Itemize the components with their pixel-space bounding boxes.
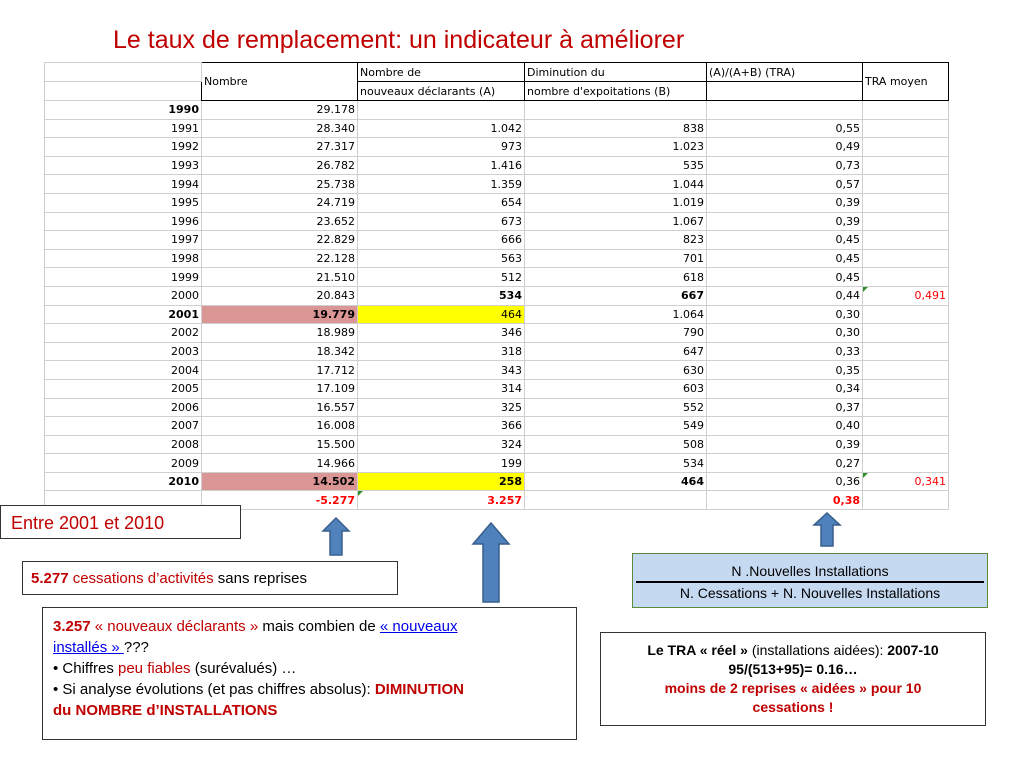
tra-reel-red-2: cessations ! bbox=[752, 699, 834, 715]
table-row bbox=[45, 324, 949, 343]
cell-diminution: 790 bbox=[525, 324, 707, 343]
arrow-up-icon bbox=[321, 517, 351, 557]
cell-diminution: 1.019 bbox=[525, 193, 707, 212]
cell-nouveaux: 325 bbox=[358, 398, 525, 417]
total-diminution bbox=[525, 491, 707, 510]
cell-nombre: 28.340 bbox=[202, 119, 358, 138]
cell-nouveaux: 366 bbox=[358, 417, 525, 436]
cell-tra-moyen bbox=[863, 268, 949, 287]
tra-reel-bold-2: 2007-10 bbox=[887, 642, 939, 658]
cell-tra-moyen bbox=[863, 342, 949, 361]
header-tra: (A)/(A+B) (TRA) bbox=[707, 63, 863, 82]
cell-nouveaux: 343 bbox=[358, 361, 525, 380]
cell-tra: 0,57 bbox=[707, 175, 863, 194]
table-row bbox=[45, 231, 949, 250]
cell-year: 2003 bbox=[45, 342, 202, 361]
cell-year: 1996 bbox=[45, 212, 202, 231]
cell-diminution: 535 bbox=[525, 156, 707, 175]
cell-diminution: 464 bbox=[525, 472, 707, 491]
header-nouveaux-1: Nombre de bbox=[358, 63, 525, 82]
cell-year: 1994 bbox=[45, 175, 202, 194]
table-row bbox=[45, 472, 949, 491]
cell-nombre: 18.342 bbox=[202, 342, 358, 361]
cell-nombre: 29.178 bbox=[202, 101, 358, 120]
cell-tra: 0,36 bbox=[707, 472, 863, 491]
cell-nouveaux: 673 bbox=[358, 212, 525, 231]
cell-tra-moyen bbox=[863, 101, 949, 120]
cell-diminution: 647 bbox=[525, 342, 707, 361]
cell-diminution: 667 bbox=[525, 286, 707, 305]
table-row bbox=[45, 175, 949, 194]
cell-tra-moyen bbox=[863, 249, 949, 268]
header-diminution-1: Diminution du bbox=[525, 63, 707, 82]
cell-nouveaux: 563 bbox=[358, 249, 525, 268]
cell-year: 2005 bbox=[45, 379, 202, 398]
cell-nombre: 16.008 bbox=[202, 417, 358, 436]
cell-year: 2010 bbox=[45, 472, 202, 491]
cell-tra: 0,45 bbox=[707, 268, 863, 287]
cell-year: 2008 bbox=[45, 435, 202, 454]
table-row bbox=[45, 212, 949, 231]
slide-title: Le taux de remplacement: un indicateur à améliorer bbox=[113, 26, 685, 54]
bullet-analyse bbox=[53, 679, 566, 721]
cell-tra: 0,39 bbox=[707, 193, 863, 212]
nouveaux-installes-link-2[interactable]: installés » bbox=[53, 639, 124, 656]
cell-nouveaux: 973 bbox=[358, 138, 525, 157]
cell-tra: 0,40 bbox=[707, 417, 863, 436]
cell-tra: 0,27 bbox=[707, 454, 863, 473]
header-nouveaux-2: nouveaux déclarants (A) bbox=[358, 82, 525, 101]
bullet-fiables-post: (surévalués) … bbox=[190, 660, 297, 677]
cell-year: 2000 bbox=[45, 286, 202, 305]
cell-diminution: 630 bbox=[525, 361, 707, 380]
cell-diminution: 508 bbox=[525, 435, 707, 454]
table-row bbox=[45, 119, 949, 138]
cell-nouveaux: 346 bbox=[358, 324, 525, 343]
formula-denominator: N. Cessations + N. Nouvelles Installations bbox=[679, 585, 941, 601]
cell-tra: 0,39 bbox=[707, 212, 863, 231]
cell-tra-moyen bbox=[863, 361, 949, 380]
cell-nombre: 26.782 bbox=[202, 156, 358, 175]
cell-nouveaux: 199 bbox=[358, 454, 525, 473]
bullet-analyse-red-2: du NOMBRE d’INSTALLATIONS bbox=[53, 702, 278, 719]
table-row bbox=[45, 268, 949, 287]
cell-nombre: 17.712 bbox=[202, 361, 358, 380]
tra-reel-line-1 bbox=[611, 641, 975, 660]
cell-diminution: 1.067 bbox=[525, 212, 707, 231]
cell-year: 2004 bbox=[45, 361, 202, 380]
table-row bbox=[45, 305, 949, 324]
cell-diminution: 823 bbox=[525, 231, 707, 250]
table-row bbox=[45, 138, 949, 157]
cell-tra: 0,55 bbox=[707, 119, 863, 138]
data-table bbox=[44, 62, 949, 510]
cell-diminution bbox=[525, 101, 707, 120]
cell-diminution: 1.064 bbox=[525, 305, 707, 324]
cessations-rest: sans reprises bbox=[217, 570, 307, 587]
tra-reel-normal: (installations aidées): bbox=[747, 642, 888, 658]
formula-numerator: N .Nouvelles Installations bbox=[731, 563, 889, 579]
cell-nouveaux: 324 bbox=[358, 435, 525, 454]
cell-nouveaux: 654 bbox=[358, 193, 525, 212]
table-row bbox=[45, 193, 949, 212]
cell-tra-moyen bbox=[863, 324, 949, 343]
cell-tra-moyen bbox=[863, 156, 949, 175]
cell-diminution: 701 bbox=[525, 249, 707, 268]
cell-tra-moyen bbox=[863, 305, 949, 324]
bullet-analyse-pre: • Si analyse évolutions (et pas chiffres absolus): bbox=[53, 681, 375, 698]
table-row bbox=[45, 249, 949, 268]
cell-year: 1997 bbox=[45, 231, 202, 250]
fraction-bar bbox=[636, 581, 984, 583]
period-box: Entre 2001 et 2010 bbox=[0, 505, 241, 539]
nouveaux-box bbox=[42, 607, 577, 740]
cell-tra-moyen bbox=[863, 119, 949, 138]
cell-year: 2001 bbox=[45, 305, 202, 324]
cell-tra-moyen bbox=[863, 417, 949, 436]
tra-reel-line-2: 95/(513+95)= 0.16… bbox=[728, 661, 858, 677]
cell-year: 1993 bbox=[45, 156, 202, 175]
arrow-up-icon bbox=[812, 512, 842, 548]
cell-nouveaux: 318 bbox=[358, 342, 525, 361]
cell-tra-moyen bbox=[863, 379, 949, 398]
table-row bbox=[45, 361, 949, 380]
cell-year: 1998 bbox=[45, 249, 202, 268]
cell-nombre: 17.109 bbox=[202, 379, 358, 398]
cell-diminution: 618 bbox=[525, 268, 707, 287]
cell-tra-moyen bbox=[863, 175, 949, 194]
nouveaux-installes-link-1[interactable]: « nouveaux bbox=[379, 618, 458, 635]
cell-tra-moyen bbox=[863, 138, 949, 157]
cessations-box bbox=[22, 561, 398, 595]
cell-nombre: 14.966 bbox=[202, 454, 358, 473]
cell-tra: 0,39 bbox=[707, 435, 863, 454]
table-row bbox=[45, 342, 949, 361]
cell-diminution: 1.044 bbox=[525, 175, 707, 194]
cell-nouveaux: 512 bbox=[358, 268, 525, 287]
cell-nouveaux: 1.042 bbox=[358, 119, 525, 138]
cell-diminution: 552 bbox=[525, 398, 707, 417]
table-row bbox=[45, 435, 949, 454]
cell-year: 2009 bbox=[45, 454, 202, 473]
cessations-red-text: cessations d’activités bbox=[72, 570, 214, 587]
tra-formula bbox=[632, 553, 988, 608]
cell-nombre: 19.779 bbox=[202, 305, 358, 324]
cell-nouveaux: 534 bbox=[358, 286, 525, 305]
cell-tra bbox=[707, 101, 863, 120]
tra-reel-box bbox=[600, 632, 986, 726]
cell-nouveaux: 464 bbox=[358, 305, 525, 324]
cell-nombre: 22.128 bbox=[202, 249, 358, 268]
cell-nombre: 16.557 bbox=[202, 398, 358, 417]
cell-nombre: 22.829 bbox=[202, 231, 358, 250]
arrow-up-icon bbox=[471, 522, 511, 604]
cell-nombre: 27.317 bbox=[202, 138, 358, 157]
cell-tra: 0,73 bbox=[707, 156, 863, 175]
cell-diminution: 603 bbox=[525, 379, 707, 398]
cell-nombre: 20.843 bbox=[202, 286, 358, 305]
nouveaux-number: 3.257 bbox=[53, 618, 91, 635]
cell-tra-moyen bbox=[863, 398, 949, 417]
cell-nombre: 18.989 bbox=[202, 324, 358, 343]
nouveaux-end: ??? bbox=[123, 639, 149, 656]
cell-tra: 0,45 bbox=[707, 249, 863, 268]
table-row bbox=[45, 286, 949, 305]
cell-diminution: 534 bbox=[525, 454, 707, 473]
cell-tra: 0,34 bbox=[707, 379, 863, 398]
cell-year: 2006 bbox=[45, 398, 202, 417]
nouveaux-line bbox=[53, 616, 566, 658]
cell-nombre: 15.500 bbox=[202, 435, 358, 454]
cell-tra-moyen bbox=[863, 435, 949, 454]
cell-tra: 0,30 bbox=[707, 305, 863, 324]
cell-nouveaux: 1.416 bbox=[358, 156, 525, 175]
cell-nouveaux: 314 bbox=[358, 379, 525, 398]
bullet-fiables-red: peu fiables bbox=[118, 660, 191, 677]
total-nombre: -5.277 bbox=[202, 491, 358, 510]
tra-reel-red-1: moins de 2 reprises « aidées » pour 10 bbox=[664, 680, 922, 696]
table-row bbox=[45, 379, 949, 398]
cell-nombre: 23.652 bbox=[202, 212, 358, 231]
cell-nombre: 14.502 bbox=[202, 472, 358, 491]
cell-nombre: 24.719 bbox=[202, 193, 358, 212]
cell-tra: 0,49 bbox=[707, 138, 863, 157]
bullet-analyse-red-1: DIMINUTION bbox=[374, 681, 464, 698]
cell-year: 1991 bbox=[45, 119, 202, 138]
cell-year: 1990 bbox=[45, 101, 202, 120]
table-row bbox=[45, 101, 949, 120]
header-row-1 bbox=[45, 63, 949, 82]
header-tra-moyen: TRA moyen bbox=[863, 63, 949, 101]
cell-tra-moyen bbox=[863, 454, 949, 473]
table-row bbox=[45, 454, 949, 473]
cell-year: 1992 bbox=[45, 138, 202, 157]
cell-nouveaux bbox=[358, 101, 525, 120]
cell-year: 2002 bbox=[45, 324, 202, 343]
header-row-2 bbox=[45, 82, 949, 101]
cell-tra: 0,35 bbox=[707, 361, 863, 380]
table-row bbox=[45, 417, 949, 436]
table-row bbox=[45, 156, 949, 175]
header-nombre: Nombre bbox=[202, 63, 358, 101]
cell-tra: 0,45 bbox=[707, 231, 863, 250]
cell-tra-moyen bbox=[863, 212, 949, 231]
tra-reel-bold-1: Le TRA « réel » bbox=[647, 642, 748, 658]
bullet-fiables bbox=[53, 658, 566, 679]
cell-diminution: 549 bbox=[525, 417, 707, 436]
header-blank bbox=[45, 63, 202, 82]
cell-tra-moyen bbox=[863, 193, 949, 212]
cessations-number: 5.277 bbox=[31, 570, 69, 587]
total-tra: 0,38 bbox=[707, 491, 863, 510]
cell-diminution: 838 bbox=[525, 119, 707, 138]
cell-tra: 0,44 bbox=[707, 286, 863, 305]
nouveaux-mid: mais combien de bbox=[262, 618, 376, 635]
cell-nombre: 21.510 bbox=[202, 268, 358, 287]
cell-nombre: 25.738 bbox=[202, 175, 358, 194]
cell-tra-moyen: 0,341 bbox=[863, 472, 949, 491]
cell-tra: 0,33 bbox=[707, 342, 863, 361]
cell-tra: 0,30 bbox=[707, 324, 863, 343]
cell-diminution: 1.023 bbox=[525, 138, 707, 157]
total-moyen bbox=[863, 491, 949, 510]
cell-year: 2007 bbox=[45, 417, 202, 436]
header-diminution-2: nombre d'expoitations (B) bbox=[525, 82, 707, 101]
cell-nouveaux: 258 bbox=[358, 472, 525, 491]
bullet-fiables-pre: • Chiffres bbox=[53, 660, 118, 677]
cell-nouveaux: 1.359 bbox=[358, 175, 525, 194]
nouveaux-quoted: « nouveaux déclarants » bbox=[94, 618, 259, 635]
cell-year: 1995 bbox=[45, 193, 202, 212]
cell-year: 1999 bbox=[45, 268, 202, 287]
cell-nouveaux: 666 bbox=[358, 231, 525, 250]
cell-tra-moyen bbox=[863, 231, 949, 250]
total-nouveaux: 3.257 bbox=[358, 491, 525, 510]
cell-tra: 0,37 bbox=[707, 398, 863, 417]
cell-tra-moyen: 0,491 bbox=[863, 286, 949, 305]
header-blank-2 bbox=[45, 82, 202, 101]
header-tra-blank bbox=[707, 82, 863, 101]
table-row bbox=[45, 398, 949, 417]
